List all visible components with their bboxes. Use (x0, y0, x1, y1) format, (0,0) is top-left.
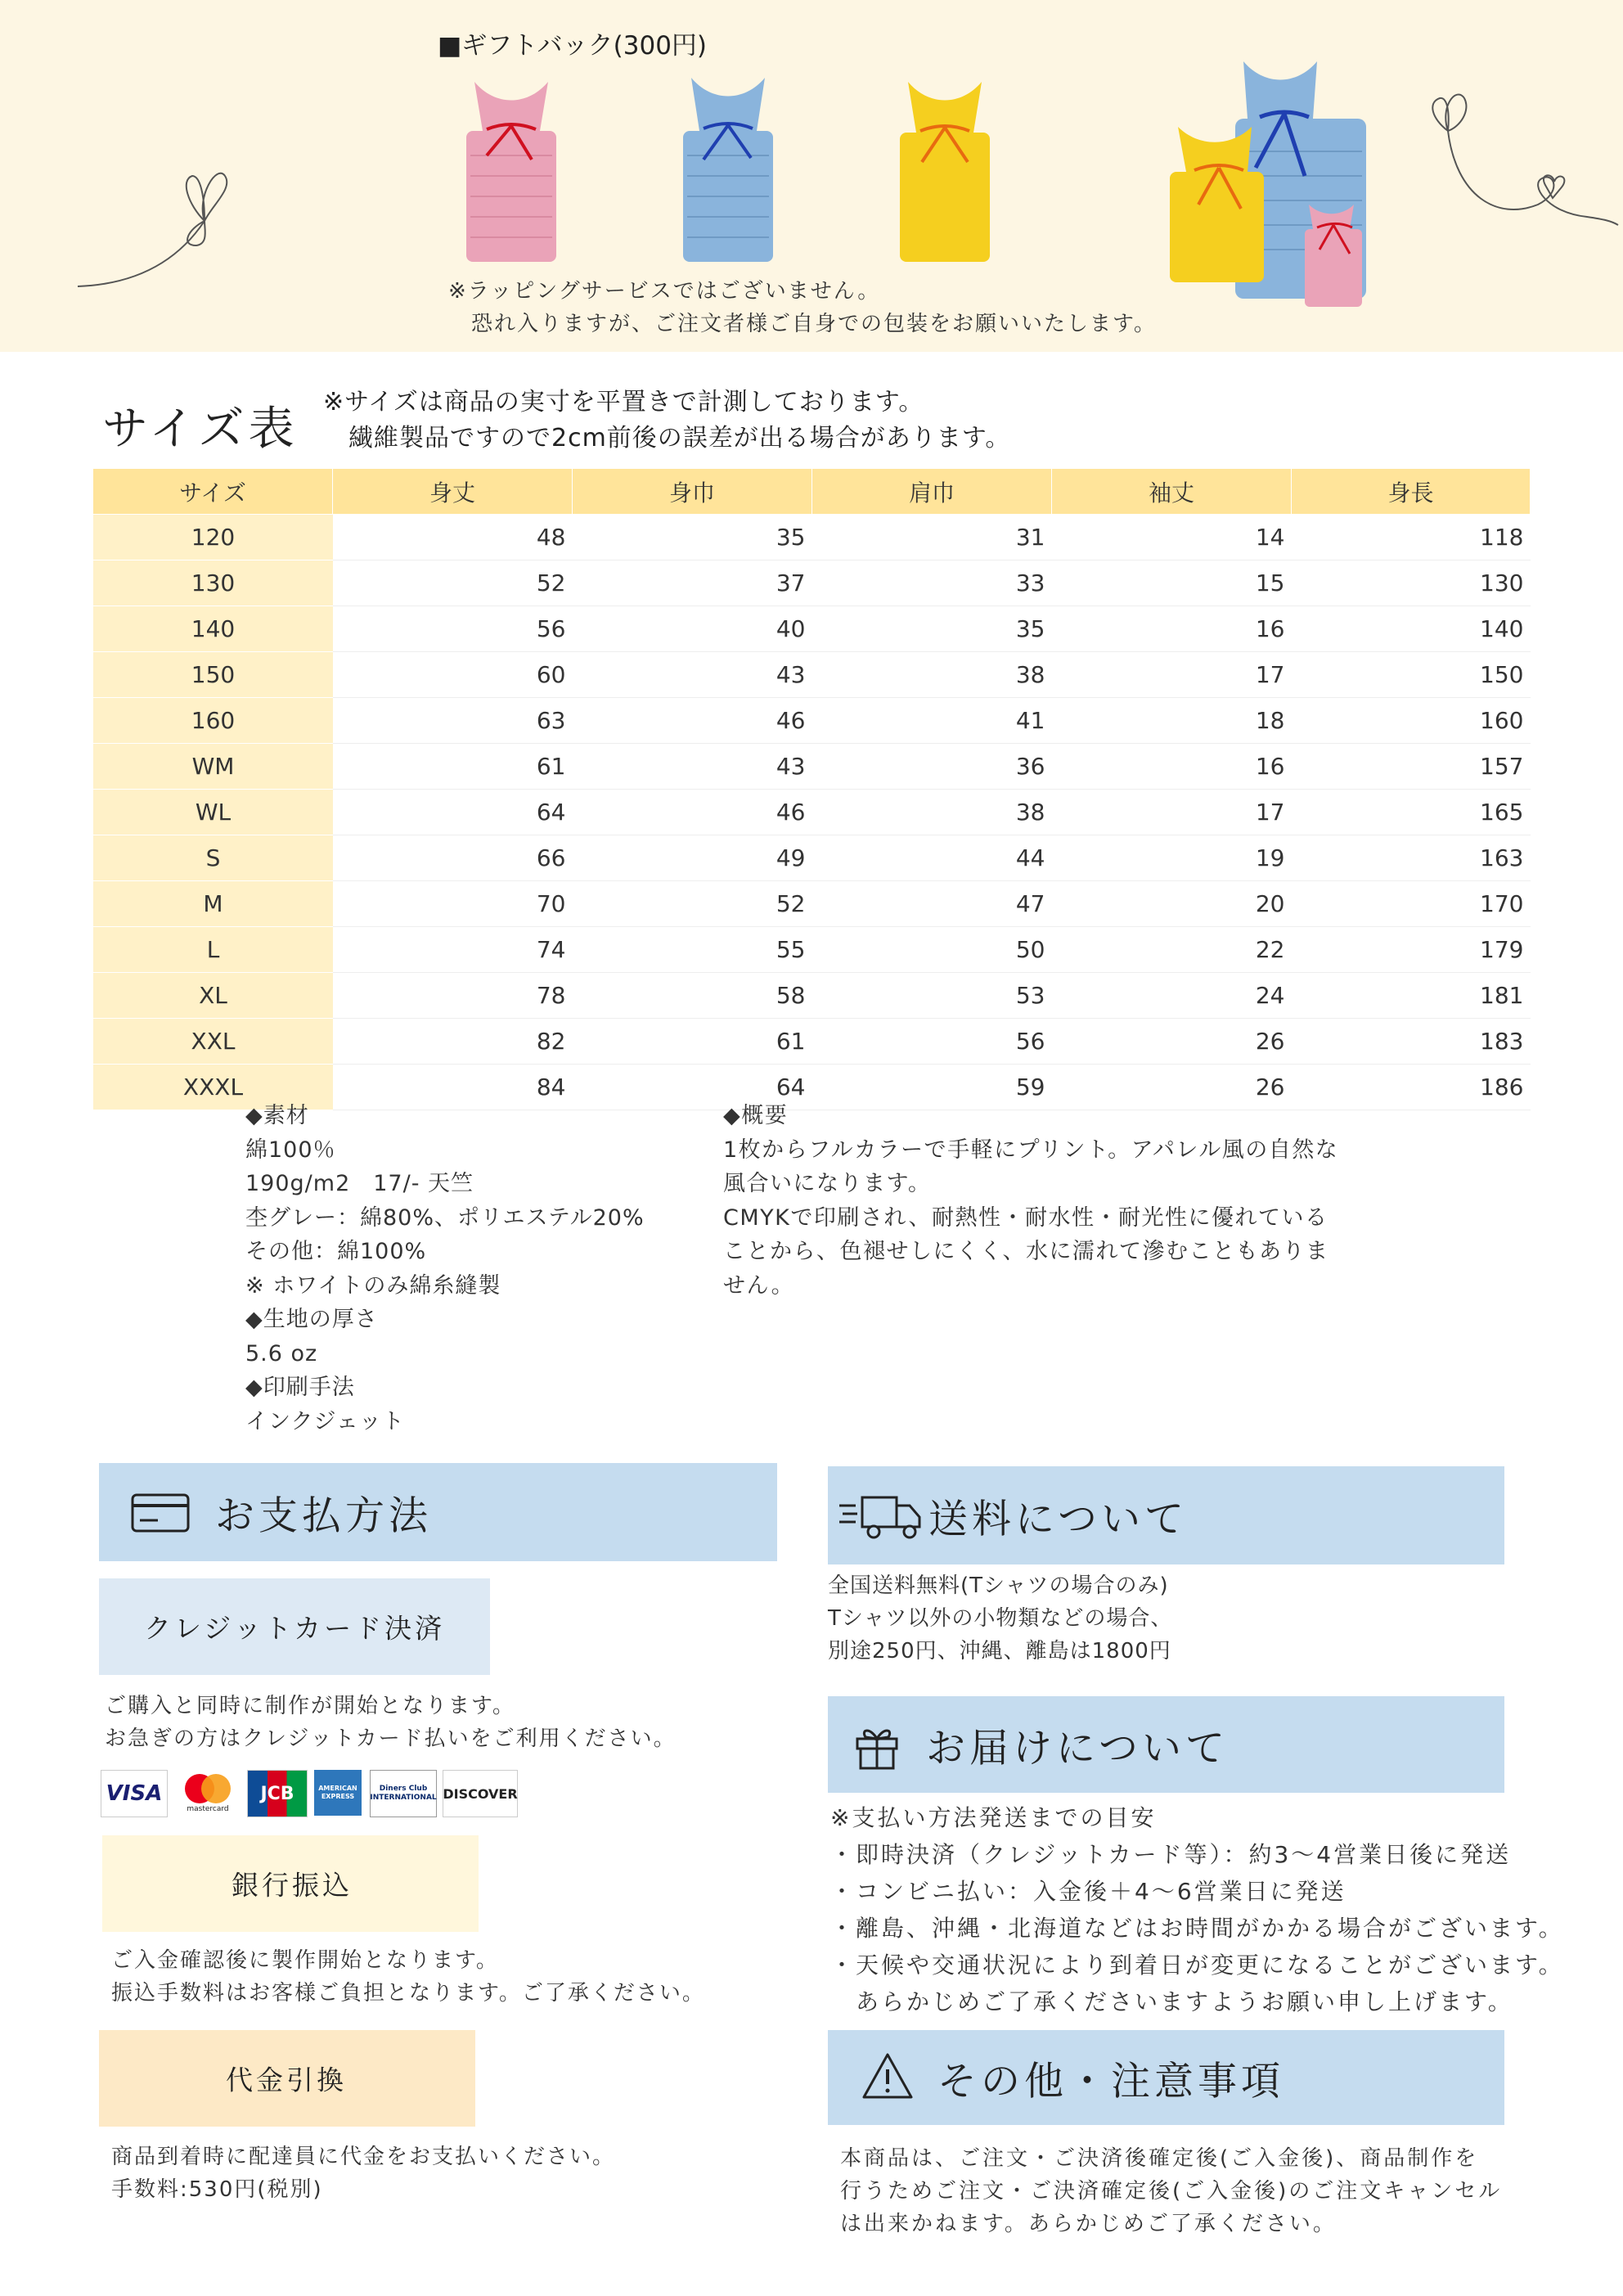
measurement-cell: 52 (333, 560, 573, 606)
cash-on-delivery-label: 代金引換 (226, 2064, 347, 2096)
size-table (92, 468, 1531, 1110)
gift-title: ■ギフトバック(300円) (438, 31, 708, 61)
measurement-cell: 43 (573, 652, 812, 698)
table-row (93, 835, 1531, 881)
measurement-cell: 56 (812, 1019, 1052, 1065)
size-cell: 160 (93, 698, 333, 744)
mastercard-logo (174, 1770, 241, 1816)
measurement-cell: 56 (333, 606, 573, 652)
measurement-cell: 44 (812, 835, 1052, 881)
measurement-cell: 36 (812, 744, 1052, 790)
material-specs: ◆素材 綿100％ 190g/m2 17/- 天竺 杢グレー：綿80%、ポリエステル20% その他：綿100% ※ ホワイトのみ綿糸縫製 ◆生地の厚さ 5.6 oz ◆印刷手法 インクジェット (245, 1103, 645, 1434)
table-row (93, 698, 1531, 744)
mastercard-circles-icon (178, 1772, 237, 1805)
measurement-cell: 61 (333, 744, 573, 790)
measurement-cell: 60 (333, 652, 573, 698)
measurement-cell: 55 (573, 927, 812, 973)
measurement-cell: 19 (1052, 835, 1292, 881)
product-overview: ◆概要 1枚からフルカラーで手軽にプリント。アパレル風の自然な 風合いになります。 CMYKで印刷され、耐熱性・耐水性・耐光性に優れている ことから、色褪せしにくく、水に濡れて滲むこともありま せん。 (723, 1103, 1339, 1299)
credit-card-icon (130, 1492, 191, 1533)
measurement-cell: 35 (812, 606, 1052, 652)
measurement-cell: 17 (1052, 790, 1292, 835)
blue-gift-bag (671, 70, 785, 266)
measurement-cell: 35 (573, 515, 812, 560)
measurement-cell: 130 (1292, 560, 1531, 606)
table-row (93, 744, 1531, 790)
measurement-cell: 186 (1292, 1065, 1531, 1110)
credit-card-box (99, 1578, 490, 1675)
size-cell: WL (93, 790, 333, 835)
measurement-cell: 53 (812, 973, 1052, 1019)
measurement-cell: 58 (573, 973, 812, 1019)
measurement-cell: 52 (573, 881, 812, 927)
yellow-gift-bag (888, 74, 1002, 266)
measurement-cell: 64 (333, 790, 573, 835)
measurement-cell: 64 (573, 1065, 812, 1110)
measurement-cell: 26 (1052, 1065, 1292, 1110)
measurement-cell: 41 (812, 698, 1052, 744)
size-cell: M (93, 881, 333, 927)
jcb-text: JCB (260, 1783, 294, 1804)
size-cell: XXL (93, 1019, 333, 1065)
measurement-cell: 74 (333, 927, 573, 973)
size-table-note: ※サイズは商品の実寸を平置きで計測しております。 繊維製品ですので2cm前後の誤差が出る場合があります。 (323, 388, 1011, 452)
pink-gift-bag (454, 74, 569, 266)
delivery-truck-icon (838, 1491, 928, 1543)
measurement-cell: 16 (1052, 744, 1292, 790)
credit-card-text: ご購入と同時に制作が開始となります。 お急ぎの方はクレジットカード払いをご利用ください。 (105, 1694, 677, 1751)
measurement-cell: 38 (812, 790, 1052, 835)
measurement-cell: 165 (1292, 790, 1531, 835)
header-cell: 身長 (1292, 469, 1531, 515)
table-row (93, 515, 1531, 560)
payment-header (99, 1463, 777, 1561)
size-cell: 120 (93, 515, 333, 560)
measurement-cell: 15 (1052, 560, 1292, 606)
measurement-cell: 20 (1052, 881, 1292, 927)
diners-text: Diners Club INTERNATIONAL (370, 1785, 437, 1802)
table-row (93, 1019, 1531, 1065)
table-row (93, 606, 1531, 652)
measurement-cell: 183 (1292, 1019, 1531, 1065)
measurement-cell: 26 (1052, 1019, 1292, 1065)
measurement-cell: 70 (333, 881, 573, 927)
jcb-logo (247, 1770, 308, 1817)
measurement-cell: 118 (1292, 515, 1531, 560)
visa-logo (101, 1770, 168, 1817)
gift-note: ※ラッピングサービスではございません。 恐れ入りますが、ご注文者様ご自身での包装をお願いいたします。 (448, 279, 1157, 336)
shipping-header (828, 1466, 1504, 1564)
measurement-cell: 50 (812, 927, 1052, 973)
credit-card-label: クレジットカード決済 (144, 1612, 446, 1645)
bank-transfer-box (102, 1835, 479, 1932)
table-row (93, 973, 1531, 1019)
notes-title: その他・注意事項 (937, 2058, 1285, 2105)
measurement-cell: 46 (573, 698, 812, 744)
size-cell: 130 (93, 560, 333, 606)
table-row (93, 560, 1531, 606)
cash-on-delivery-box (99, 2030, 475, 2127)
measurement-cell: 82 (333, 1019, 573, 1065)
measurement-cell: 40 (573, 606, 812, 652)
butterfly-doodle-icon (74, 147, 237, 303)
measurement-cell: 170 (1292, 881, 1531, 927)
size-table-title: サイズ表 (102, 403, 299, 456)
measurement-cell: 179 (1292, 927, 1531, 973)
measurement-cell: 59 (812, 1065, 1052, 1110)
measurement-cell: 47 (812, 881, 1052, 927)
measurement-cell: 16 (1052, 606, 1292, 652)
gift-banner (0, 0, 1623, 352)
table-row (93, 927, 1531, 973)
measurement-cell: 31 (812, 515, 1052, 560)
measurement-cell: 160 (1292, 698, 1531, 744)
measurement-cell: 140 (1292, 606, 1531, 652)
measurement-cell: 38 (812, 652, 1052, 698)
size-table-header (93, 469, 1531, 515)
measurement-cell: 46 (573, 790, 812, 835)
amex-logo (314, 1770, 362, 1816)
payment-title: お支払方法 (215, 1492, 433, 1539)
measurement-cell: 63 (333, 698, 573, 744)
measurement-cell: 24 (1052, 973, 1292, 1019)
measurement-cell: 17 (1052, 652, 1292, 698)
butterfly-heart-doodle-icon (1423, 82, 1620, 262)
table-row (93, 790, 1531, 835)
measurement-cell: 33 (812, 560, 1052, 606)
header-cell: 身巾 (573, 469, 812, 515)
measurement-cell: 18 (1052, 698, 1292, 744)
bank-transfer-text: ご入金確認後に製作開始となります。 振込手数料はお客様ご負担となります。ご了承ください。 (111, 1948, 705, 2006)
mastercard-text: mastercard (187, 1805, 229, 1813)
measurement-cell: 48 (333, 515, 573, 560)
discover-logo (443, 1770, 518, 1817)
measurement-cell: 49 (573, 835, 812, 881)
warning-icon (861, 2051, 915, 2100)
measurement-cell: 37 (573, 560, 812, 606)
size-cell: XXXL (93, 1065, 333, 1110)
header-cell: 肩巾 (812, 469, 1052, 515)
measurement-cell: 78 (333, 973, 573, 1019)
shipping-text: 全国送料無料(Tシャツの場合のみ) Tシャツ以外の小物類などの場合、 別途250円、沖縄、離島は1800円 (828, 1573, 1173, 1663)
cash-on-delivery-text: 商品到着時に配達員に代金をお支払いください。 手数料:530円(税別) (111, 2145, 616, 2202)
table-row (93, 881, 1531, 927)
measurement-cell: 22 (1052, 927, 1292, 973)
gift-bag-group (1166, 53, 1387, 315)
measurement-cell: 61 (573, 1019, 812, 1065)
measurement-cell: 14 (1052, 515, 1292, 560)
size-cell: 150 (93, 652, 333, 698)
measurement-cell: 181 (1292, 973, 1531, 1019)
size-cell: 140 (93, 606, 333, 652)
size-cell: XL (93, 973, 333, 1019)
diners-club-logo (370, 1770, 437, 1817)
header-cell: 袖丈 (1052, 469, 1292, 515)
shipping-title: 送料について (928, 1496, 1189, 1542)
measurement-cell: 84 (333, 1065, 573, 1110)
notes-text: 本商品は、ご注文・ご決済後確定後(ご入金後)、商品制作を 行うためご注文・ご決済確定後(ご入金後)のご注文キャンセル は出来かねます。あらかじめご了承ください。 (840, 2146, 1503, 2236)
visa-logo-text: VISA (106, 1781, 163, 1806)
delivery-header (828, 1696, 1504, 1793)
size-cell: L (93, 927, 333, 973)
measurement-cell: 157 (1292, 744, 1531, 790)
measurement-cell: 66 (333, 835, 573, 881)
size-cell: S (93, 835, 333, 881)
notes-header (828, 2030, 1504, 2125)
measurement-cell: 43 (573, 744, 812, 790)
delivery-text: ※支払い方法発送までの目安 ・即時決済（クレジットカード等）：約3～4営業日後に発送 ・コンビニ払い：入金後＋4～6営業日に発送 ・離島、沖縄・北海道などはお時間がかかる場合がございます。 ・天候や交通状況により到着日が変更になることがございます。 あらかじめご了承くださいますようお願い申し上げます。 (830, 1804, 1564, 2015)
header-cell: サイズ (93, 469, 333, 515)
amex-text: AMERICAN EXPRESS (318, 1785, 357, 1800)
discover-text: DISCOVER (443, 1785, 518, 1802)
measurement-cell: 150 (1292, 652, 1531, 698)
size-cell: WM (93, 744, 333, 790)
bank-transfer-label: 銀行振込 (232, 1869, 353, 1902)
table-row (93, 652, 1531, 698)
measurement-cell: 163 (1292, 835, 1531, 881)
header-cell: 身丈 (333, 469, 573, 515)
gift-box-icon (852, 1721, 901, 1770)
delivery-title: お届けについて (926, 1725, 1230, 1772)
